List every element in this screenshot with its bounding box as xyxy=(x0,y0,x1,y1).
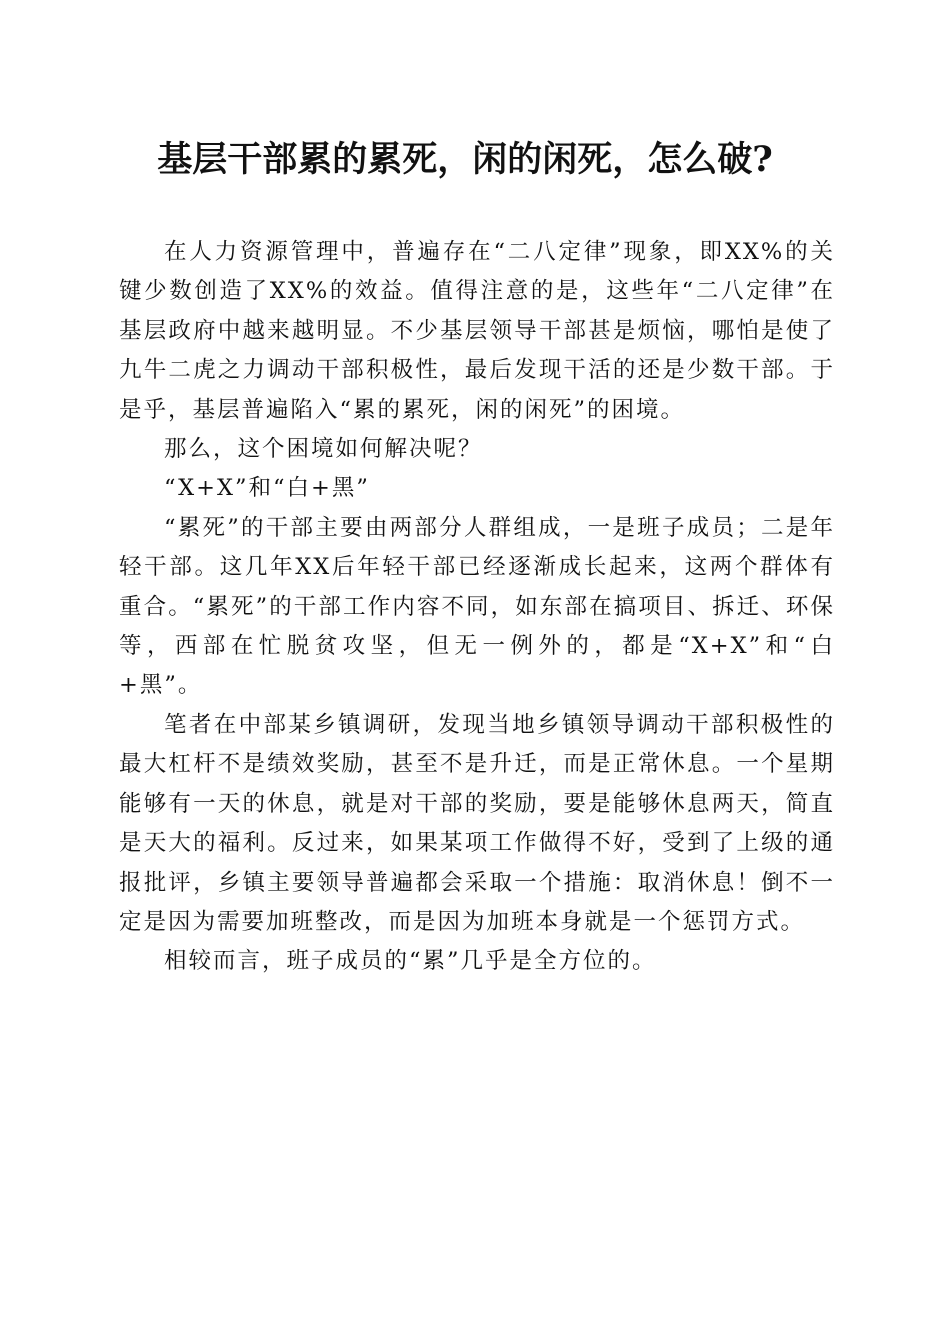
section-heading: “X+X”和“白+黑” xyxy=(164,475,370,502)
paragraph-field-research: 笔者在中部某乡镇调研，发现当地乡镇领导调动干部积极性的最大杠杆不是绩效奖励，甚至不是升迁，而是正常休息。一个星期能够有一天的休息，就是对干部的奖励，要是能够休息两天，简直是天大的福利。反过来，如果某项工作做得不好，受到了上级的通报批评，乡镇主要领导普遍都会采取一个措施：取消休息！倒不一定是因为需要加班整改，而是因为加班本身就是一个惩罚方式。 xyxy=(119,711,835,935)
document-title: 基层干部累的累死，闲的闲死，怎么破? xyxy=(157,139,773,180)
paragraph-question: 那么，这个困境如何解决呢？ xyxy=(164,436,483,463)
paragraph-comparison: 相较而言，班子成员的“累”几乎是全方位的。 xyxy=(164,948,657,975)
paragraph-tired-cadres: “累死”的干部主要由两部分人群组成，一是班子成员；二是年轻干部。这几年XX后年轻干部已经逐渐成长起来，这两个群体有重合。“累死”的干部工作内容不同，如东部在搞项目、拆迁、环保等，西部在忙脱贫攻坚，但无一例外的，都是“X+X”和“白+黑”。 xyxy=(119,514,835,699)
paragraph-intro: 在人力资源管理中，普遍存在“二八定律”现象，即XX%的关键少数创造了XX%的效益。值得注意的是，这些年“二八定律”在基层政府中越来越明显。不少基层领导干部甚是烦恼，哪怕是使了九牛二虎之力调动干部积极性，最后发现干活的还是少数干部。于是乎，基层普遍陷入“累的累死，闲的闲死”的困境。 xyxy=(119,239,835,423)
document-body xyxy=(119,233,835,982)
